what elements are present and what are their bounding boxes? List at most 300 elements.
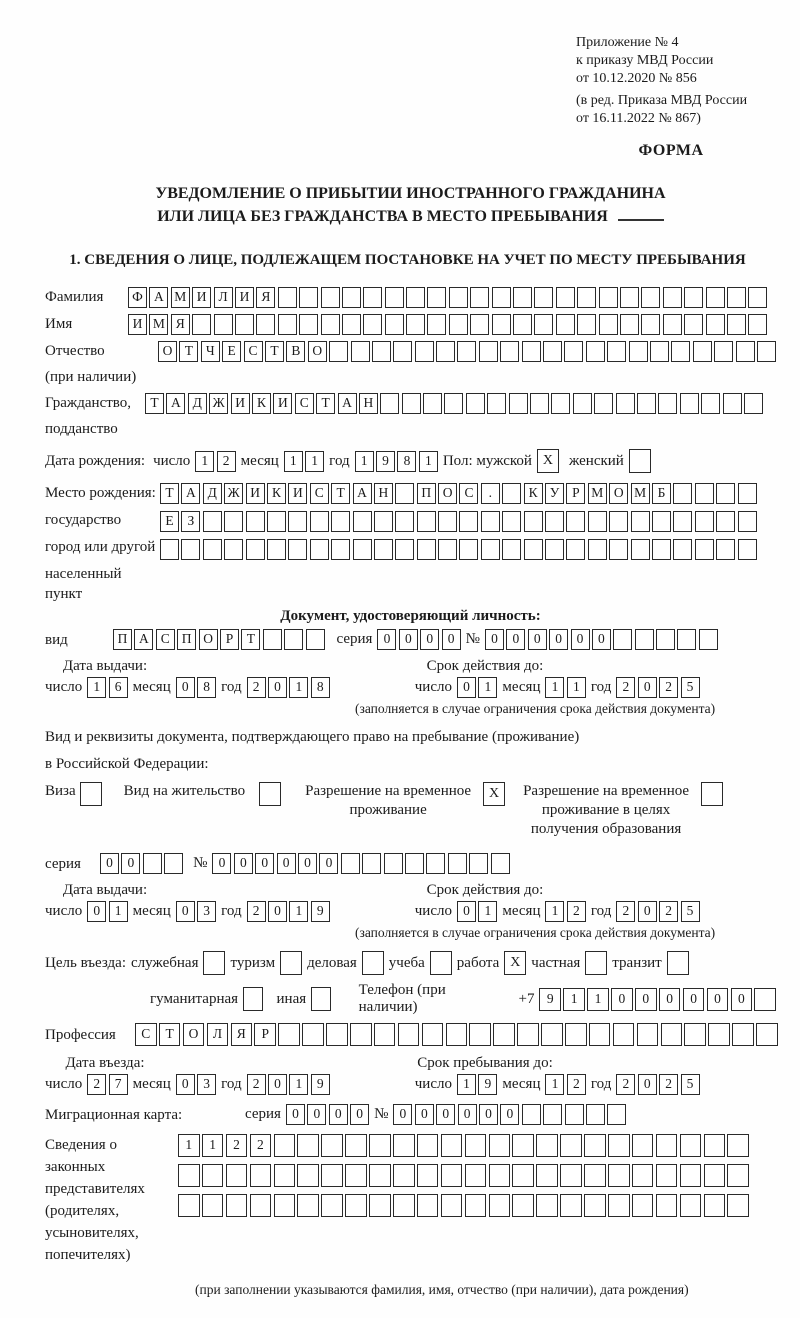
char-cell[interactable]: Т: [160, 483, 179, 504]
char-cell[interactable]: О: [609, 483, 628, 504]
char-cell[interactable]: 0: [176, 901, 195, 922]
char-cell[interactable]: [353, 539, 372, 560]
char-cell[interactable]: [727, 1134, 749, 1157]
char-cell[interactable]: 2: [659, 1074, 678, 1095]
char-cell[interactable]: А: [134, 629, 153, 650]
birth-month-field[interactable]: [284, 451, 324, 472]
char-cell[interactable]: [560, 1164, 582, 1187]
char-cell[interactable]: 5: [681, 1074, 700, 1095]
char-cell[interactable]: [620, 314, 639, 335]
char-cell[interactable]: [727, 1164, 749, 1187]
char-cell[interactable]: [284, 629, 303, 650]
char-cell[interactable]: 2: [226, 1134, 248, 1157]
char-cell[interactable]: [656, 629, 675, 650]
doc-valid-month[interactable]: [545, 677, 585, 698]
char-cell[interactable]: [350, 1023, 372, 1046]
char-cell[interactable]: 1: [457, 1074, 476, 1095]
residence-valid-month[interactable]: [545, 901, 585, 922]
char-cell[interactable]: 0: [457, 677, 476, 698]
char-cell[interactable]: 1: [109, 901, 128, 922]
char-cell[interactable]: [214, 314, 233, 335]
char-cell[interactable]: А: [181, 483, 200, 504]
char-cell[interactable]: [556, 314, 575, 335]
char-cell[interactable]: [164, 853, 183, 874]
char-cell[interactable]: А: [149, 287, 168, 308]
char-cell[interactable]: [652, 539, 671, 560]
char-cell[interactable]: [673, 539, 692, 560]
char-cell[interactable]: Д: [203, 483, 222, 504]
char-cell[interactable]: [299, 314, 318, 335]
char-cell[interactable]: [393, 1164, 415, 1187]
char-cell[interactable]: [441, 1164, 463, 1187]
char-cell[interactable]: 0: [234, 853, 253, 874]
char-cell[interactable]: [738, 539, 757, 560]
char-cell[interactable]: [695, 539, 714, 560]
char-cell[interactable]: 1: [289, 677, 308, 698]
char-cell[interactable]: Н: [374, 483, 393, 504]
char-cell[interactable]: 0: [277, 853, 296, 874]
char-cell[interactable]: [224, 539, 243, 560]
char-cell[interactable]: 0: [638, 1074, 657, 1095]
option-temp-residence-checkbox[interactable]: X: [483, 782, 505, 806]
char-cell[interactable]: 0: [307, 1104, 326, 1125]
char-cell[interactable]: 7: [109, 1074, 128, 1095]
char-cell[interactable]: [699, 629, 718, 650]
char-cell[interactable]: 9: [478, 1074, 497, 1095]
char-cell[interactable]: [656, 1134, 678, 1157]
char-cell[interactable]: М: [149, 314, 168, 335]
char-cell[interactable]: [441, 1194, 463, 1217]
char-cell[interactable]: И: [288, 483, 307, 504]
char-cell[interactable]: 2: [247, 901, 266, 922]
char-cell[interactable]: Т: [159, 1023, 181, 1046]
char-cell[interactable]: [417, 1134, 439, 1157]
char-cell[interactable]: 0: [100, 853, 119, 874]
char-cell[interactable]: 1: [289, 901, 308, 922]
char-cell[interactable]: 0: [458, 1104, 477, 1125]
char-cell[interactable]: [706, 287, 725, 308]
purpose-transit-checkbox[interactable]: [667, 951, 689, 975]
char-cell[interactable]: [545, 511, 564, 532]
char-cell[interactable]: [534, 287, 553, 308]
char-cell[interactable]: [406, 287, 425, 308]
char-cell[interactable]: [426, 853, 445, 874]
char-cell[interactable]: [491, 853, 510, 874]
char-cell[interactable]: 0: [377, 629, 396, 650]
char-cell[interactable]: 0: [611, 988, 633, 1011]
char-cell[interactable]: [748, 314, 767, 335]
doc-issue-year[interactable]: [247, 677, 330, 698]
char-cell[interactable]: М: [631, 483, 650, 504]
char-cell[interactable]: [530, 393, 549, 414]
char-cell[interactable]: [374, 1023, 396, 1046]
char-cell[interactable]: [489, 1134, 511, 1157]
char-cell[interactable]: Т: [331, 483, 350, 504]
purpose-private-checkbox[interactable]: [585, 951, 607, 975]
char-cell[interactable]: К: [267, 483, 286, 504]
char-cell[interactable]: [608, 1194, 630, 1217]
char-cell[interactable]: О: [183, 1023, 205, 1046]
char-cell[interactable]: [267, 511, 286, 532]
char-cell[interactable]: [723, 393, 742, 414]
char-cell[interactable]: [608, 1164, 630, 1187]
char-cell[interactable]: У: [545, 483, 564, 504]
char-cell[interactable]: [632, 1164, 654, 1187]
char-cell[interactable]: [341, 853, 360, 874]
char-cell[interactable]: 2: [217, 451, 236, 472]
char-cell[interactable]: [599, 287, 618, 308]
char-cell[interactable]: 0: [268, 901, 287, 922]
char-cell[interactable]: [395, 483, 414, 504]
char-cell[interactable]: [613, 1023, 635, 1046]
char-cell[interactable]: [566, 511, 585, 532]
char-cell[interactable]: [513, 314, 532, 335]
char-cell[interactable]: [380, 393, 399, 414]
char-cell[interactable]: 0: [528, 629, 547, 650]
char-cell[interactable]: [470, 287, 489, 308]
char-cell[interactable]: 0: [506, 629, 525, 650]
doc-issue-month[interactable]: [176, 677, 216, 698]
phone-field[interactable]: [539, 988, 776, 1011]
char-cell[interactable]: [329, 341, 348, 362]
char-cell[interactable]: А: [338, 393, 357, 414]
char-cell[interactable]: [680, 393, 699, 414]
char-cell[interactable]: [310, 511, 329, 532]
char-cell[interactable]: [609, 539, 628, 560]
birth-day-field[interactable]: [195, 451, 235, 472]
char-cell[interactable]: [534, 314, 553, 335]
char-cell[interactable]: [297, 1194, 319, 1217]
char-cell[interactable]: 0: [592, 629, 611, 650]
char-cell[interactable]: [417, 539, 436, 560]
char-cell[interactable]: [417, 511, 436, 532]
char-cell[interactable]: [345, 1164, 367, 1187]
purpose-work-checkbox[interactable]: X: [504, 951, 526, 975]
char-cell[interactable]: [178, 1194, 200, 1217]
char-cell[interactable]: [492, 314, 511, 335]
char-cell[interactable]: [422, 1023, 444, 1046]
char-cell[interactable]: 0: [442, 629, 461, 650]
char-cell[interactable]: 1: [545, 901, 564, 922]
char-cell[interactable]: [457, 341, 476, 362]
char-cell[interactable]: 0: [350, 1104, 369, 1125]
char-cell[interactable]: [599, 314, 618, 335]
surname-field[interactable]: [128, 287, 767, 308]
char-cell[interactable]: [302, 1023, 324, 1046]
char-cell[interactable]: [613, 629, 632, 650]
char-cell[interactable]: [441, 1134, 463, 1157]
char-cell[interactable]: [415, 341, 434, 362]
char-cell[interactable]: Т: [179, 341, 198, 362]
patronymic-field[interactable]: [158, 341, 776, 362]
char-cell[interactable]: [565, 1104, 584, 1125]
char-cell[interactable]: [677, 629, 696, 650]
char-cell[interactable]: [321, 314, 340, 335]
char-cell[interactable]: 5: [681, 901, 700, 922]
char-cell[interactable]: [588, 539, 607, 560]
char-cell[interactable]: В: [286, 341, 305, 362]
purpose-official-checkbox[interactable]: [203, 951, 225, 975]
char-cell[interactable]: [481, 511, 500, 532]
char-cell[interactable]: 2: [659, 677, 678, 698]
char-cell[interactable]: 1: [563, 988, 585, 1011]
residence-issue-day[interactable]: [87, 901, 127, 922]
char-cell[interactable]: 0: [638, 677, 657, 698]
char-cell[interactable]: [524, 539, 543, 560]
char-cell[interactable]: И: [246, 483, 265, 504]
char-cell[interactable]: [757, 341, 776, 362]
char-cell[interactable]: С: [310, 483, 329, 504]
char-cell[interactable]: [543, 341, 562, 362]
char-cell[interactable]: [632, 1134, 654, 1157]
char-cell[interactable]: 2: [87, 1074, 106, 1095]
char-cell[interactable]: [704, 1194, 726, 1217]
citizenship-field[interactable]: [145, 393, 763, 414]
residence-valid-day[interactable]: [457, 901, 497, 922]
char-cell[interactable]: З: [181, 511, 200, 532]
char-cell[interactable]: [487, 393, 506, 414]
char-cell[interactable]: 3: [197, 1074, 216, 1095]
char-cell[interactable]: 0: [659, 988, 681, 1011]
char-cell[interactable]: 2: [247, 1074, 266, 1095]
char-cell[interactable]: О: [158, 341, 177, 362]
char-cell[interactable]: [288, 539, 307, 560]
char-cell[interactable]: [512, 1194, 534, 1217]
char-cell[interactable]: [727, 314, 746, 335]
char-cell[interactable]: [385, 287, 404, 308]
char-cell[interactable]: [609, 511, 628, 532]
purpose-business-checkbox[interactable]: [362, 951, 384, 975]
char-cell[interactable]: 0: [268, 677, 287, 698]
char-cell[interactable]: 1: [419, 451, 438, 472]
char-cell[interactable]: [695, 511, 714, 532]
char-cell[interactable]: [727, 1194, 749, 1217]
char-cell[interactable]: 2: [616, 901, 635, 922]
char-cell[interactable]: 0: [549, 629, 568, 650]
representatives-row3[interactable]: [178, 1194, 749, 1217]
char-cell[interactable]: 0: [436, 1104, 455, 1125]
char-cell[interactable]: Т: [145, 393, 164, 414]
purpose-tourism-checkbox[interactable]: [280, 951, 302, 975]
char-cell[interactable]: [369, 1134, 391, 1157]
char-cell[interactable]: 0: [485, 629, 504, 650]
char-cell[interactable]: [331, 511, 350, 532]
char-cell[interactable]: 1: [289, 1074, 308, 1095]
char-cell[interactable]: О: [308, 341, 327, 362]
char-cell[interactable]: [438, 539, 457, 560]
char-cell[interactable]: [160, 539, 179, 560]
char-cell[interactable]: 0: [415, 1104, 434, 1125]
char-cell[interactable]: [671, 341, 690, 362]
char-cell[interactable]: 9: [539, 988, 561, 1011]
char-cell[interactable]: Н: [359, 393, 378, 414]
char-cell[interactable]: 6: [109, 677, 128, 698]
char-cell[interactable]: [536, 1164, 558, 1187]
char-cell[interactable]: [226, 1194, 248, 1217]
char-cell[interactable]: [449, 287, 468, 308]
birthplace-row2[interactable]: [160, 511, 757, 532]
purpose-humanitarian-checkbox[interactable]: [243, 987, 262, 1011]
char-cell[interactable]: И: [128, 314, 147, 335]
birthplace-row1[interactable]: [160, 483, 757, 504]
char-cell[interactable]: [374, 539, 393, 560]
char-cell[interactable]: [423, 393, 442, 414]
char-cell[interactable]: [469, 853, 488, 874]
doc-number-field[interactable]: [485, 629, 718, 650]
char-cell[interactable]: [345, 1194, 367, 1217]
char-cell[interactable]: [748, 287, 767, 308]
char-cell[interactable]: [736, 341, 755, 362]
char-cell[interactable]: 0: [121, 853, 140, 874]
char-cell[interactable]: [384, 853, 403, 874]
char-cell[interactable]: [226, 1164, 248, 1187]
char-cell[interactable]: [374, 511, 393, 532]
char-cell[interactable]: 0: [319, 853, 338, 874]
char-cell[interactable]: 0: [731, 988, 753, 1011]
char-cell[interactable]: [393, 341, 412, 362]
char-cell[interactable]: [716, 483, 735, 504]
char-cell[interactable]: 0: [255, 853, 274, 874]
char-cell[interactable]: [594, 393, 613, 414]
char-cell[interactable]: С: [295, 393, 314, 414]
char-cell[interactable]: 8: [397, 451, 416, 472]
char-cell[interactable]: [363, 287, 382, 308]
char-cell[interactable]: [673, 483, 692, 504]
char-cell[interactable]: [551, 393, 570, 414]
char-cell[interactable]: [444, 393, 463, 414]
char-cell[interactable]: 0: [329, 1104, 348, 1125]
char-cell[interactable]: 1: [305, 451, 324, 472]
char-cell[interactable]: [297, 1134, 319, 1157]
char-cell[interactable]: [680, 1194, 702, 1217]
char-cell[interactable]: 8: [197, 677, 216, 698]
char-cell[interactable]: П: [113, 629, 132, 650]
char-cell[interactable]: [695, 483, 714, 504]
char-cell[interactable]: [246, 539, 265, 560]
char-cell[interactable]: [500, 341, 519, 362]
char-cell[interactable]: Я: [171, 314, 190, 335]
char-cell[interactable]: [342, 314, 361, 335]
char-cell[interactable]: [541, 1023, 563, 1046]
char-cell[interactable]: [693, 341, 712, 362]
char-cell[interactable]: Ж: [209, 393, 228, 414]
char-cell[interactable]: М: [588, 483, 607, 504]
char-cell[interactable]: 2: [250, 1134, 272, 1157]
char-cell[interactable]: [489, 1194, 511, 1217]
char-cell[interactable]: [512, 1134, 534, 1157]
char-cell[interactable]: [235, 314, 254, 335]
option-temp-residence-education-checkbox[interactable]: [701, 782, 723, 806]
char-cell[interactable]: [637, 1023, 659, 1046]
char-cell[interactable]: Б: [652, 483, 671, 504]
char-cell[interactable]: [536, 1194, 558, 1217]
char-cell[interactable]: 0: [298, 853, 317, 874]
char-cell[interactable]: [650, 341, 669, 362]
char-cell[interactable]: [438, 511, 457, 532]
char-cell[interactable]: [513, 287, 532, 308]
char-cell[interactable]: 2: [567, 901, 586, 922]
char-cell[interactable]: 0: [286, 1104, 305, 1125]
char-cell[interactable]: А: [166, 393, 185, 414]
residence-issue-year[interactable]: [247, 901, 330, 922]
char-cell[interactable]: [479, 341, 498, 362]
purpose-other-checkbox[interactable]: [311, 987, 330, 1011]
representatives-row2[interactable]: [178, 1164, 749, 1187]
char-cell[interactable]: [680, 1164, 702, 1187]
char-cell[interactable]: Ф: [128, 287, 147, 308]
char-cell[interactable]: [584, 1134, 606, 1157]
char-cell[interactable]: 1: [478, 901, 497, 922]
char-cell[interactable]: [481, 539, 500, 560]
char-cell[interactable]: [250, 1194, 272, 1217]
char-cell[interactable]: [641, 314, 660, 335]
char-cell[interactable]: [566, 539, 585, 560]
profession-field[interactable]: [135, 1023, 778, 1046]
char-cell[interactable]: [589, 1023, 611, 1046]
char-cell[interactable]: Я: [256, 287, 275, 308]
char-cell[interactable]: [502, 539, 521, 560]
char-cell[interactable]: 0: [500, 1104, 519, 1125]
residence-issue-month[interactable]: [176, 901, 216, 922]
char-cell[interactable]: 0: [176, 1074, 195, 1095]
char-cell[interactable]: 3: [197, 901, 216, 922]
char-cell[interactable]: [405, 853, 424, 874]
char-cell[interactable]: [588, 511, 607, 532]
char-cell[interactable]: [714, 341, 733, 362]
entry-day[interactable]: [87, 1074, 127, 1095]
char-cell[interactable]: [299, 287, 318, 308]
birthplace-row3[interactable]: [160, 539, 757, 560]
char-cell[interactable]: [564, 341, 583, 362]
char-cell[interactable]: [663, 287, 682, 308]
char-cell[interactable]: [560, 1134, 582, 1157]
char-cell[interactable]: [684, 314, 703, 335]
char-cell[interactable]: [631, 511, 650, 532]
birth-year-field[interactable]: [355, 451, 438, 472]
char-cell[interactable]: [680, 1134, 702, 1157]
char-cell[interactable]: [427, 287, 446, 308]
char-cell[interactable]: 5: [681, 677, 700, 698]
entry-month[interactable]: [176, 1074, 216, 1095]
char-cell[interactable]: [509, 393, 528, 414]
char-cell[interactable]: 1: [545, 1074, 564, 1095]
char-cell[interactable]: 1: [178, 1134, 200, 1157]
char-cell[interactable]: [635, 629, 654, 650]
char-cell[interactable]: Р: [220, 629, 239, 650]
char-cell[interactable]: 9: [376, 451, 395, 472]
char-cell[interactable]: [673, 511, 692, 532]
char-cell[interactable]: К: [524, 483, 543, 504]
char-cell[interactable]: П: [417, 483, 436, 504]
char-cell[interactable]: [278, 287, 297, 308]
char-cell[interactable]: [584, 1164, 606, 1187]
char-cell[interactable]: [178, 1164, 200, 1187]
char-cell[interactable]: .: [481, 483, 500, 504]
char-cell[interactable]: [274, 1164, 296, 1187]
char-cell[interactable]: 2: [567, 1074, 586, 1095]
migration-series-field[interactable]: [286, 1104, 369, 1125]
char-cell[interactable]: Р: [566, 483, 585, 504]
char-cell[interactable]: Ж: [224, 483, 243, 504]
char-cell[interactable]: 0: [635, 988, 657, 1011]
char-cell[interactable]: [321, 1194, 343, 1217]
char-cell[interactable]: [449, 314, 468, 335]
char-cell[interactable]: [417, 1164, 439, 1187]
char-cell[interactable]: [192, 314, 211, 335]
char-cell[interactable]: [351, 341, 370, 362]
char-cell[interactable]: С: [244, 341, 263, 362]
char-cell[interactable]: [263, 629, 282, 650]
